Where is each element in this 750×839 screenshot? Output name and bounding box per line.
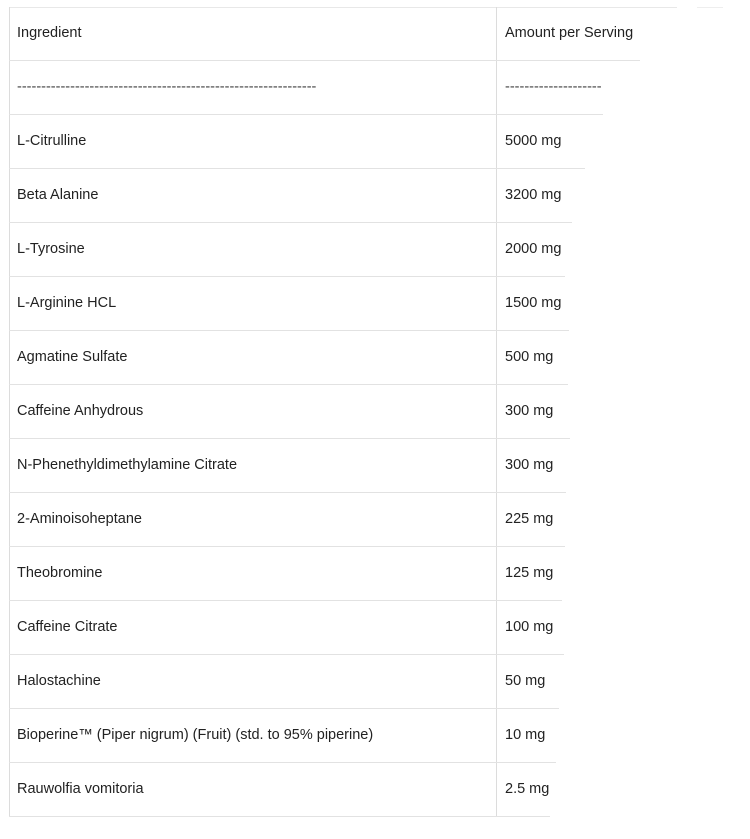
ingredient-cell: Agmatine Sulfate [9,331,497,384]
ingredient-cell: L-Arginine HCL [9,277,497,330]
separator-row [9,61,750,115]
separator-ingredient: -------------------------------------------------------------- [9,61,497,114]
table-row [9,331,750,385]
ingredient-cell: Rauwolfia vomitoria [9,763,497,816]
table-row [9,763,750,817]
ingredient-cell: Caffeine Anhydrous [9,385,497,438]
amount-cell: 125 mg [505,565,554,581]
table-row [9,169,750,223]
ingredient-cell: Beta Alanine [9,169,497,222]
table-row [9,493,750,547]
table-row [9,223,750,277]
amount-cell: 100 mg [505,619,554,635]
amount-cell: 300 mg [505,457,554,473]
amount-cell: 225 mg [505,511,554,527]
amount-cell: 300 mg [505,403,554,419]
table-row [9,439,750,493]
amount-cell: 3200 mg [505,187,562,203]
table-row [9,277,750,331]
header-ingredient: Ingredient [9,7,497,60]
amount-cell: 2.5 mg [505,781,550,797]
ingredient-cell: Theobromine [9,547,497,600]
separator-amount: -------------------- [505,79,602,95]
ingredient-cell: Bioperine™ (Piper nigrum) (Fruit) (std. to 95% piperine) [9,709,497,762]
amount-cell: 1500 mg [505,295,562,311]
table-row [9,601,750,655]
ingredient-cell: Halostachine [9,655,497,708]
table-header-row [9,7,750,61]
ingredient-cell: Caffeine Citrate [9,601,497,654]
amount-cell: 10 mg [505,727,546,743]
ingredient-cell: L-Tyrosine [9,223,497,276]
table-row [9,655,750,709]
amount-cell: 50 mg [505,673,546,689]
ingredient-cell: L-Citrulline [9,115,497,168]
header-amount: Amount per Serving [505,25,634,41]
ingredients-table [9,7,750,817]
table-row [9,385,750,439]
table-row [9,115,750,169]
amount-cell: 2000 mg [505,241,562,257]
amount-cell: 500 mg [505,349,554,365]
table-row [9,709,750,763]
top-border-extension [697,7,723,8]
amount-cell: 5000 mg [505,133,562,149]
table-row [9,547,750,601]
ingredient-cell: N-Phenethyldimethylamine Citrate [9,439,497,492]
ingredient-cell: 2-Aminoisoheptane [9,493,497,546]
